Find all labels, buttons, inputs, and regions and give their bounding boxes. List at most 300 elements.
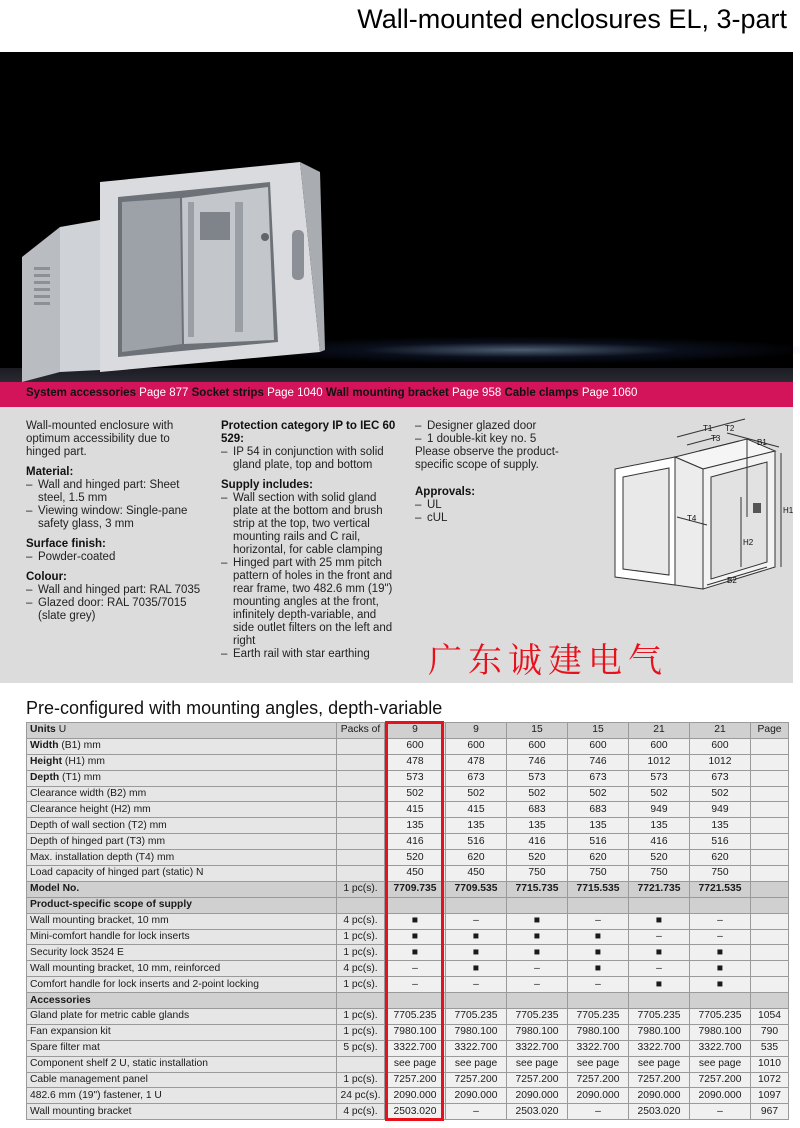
packs-cell xyxy=(337,754,385,770)
table-row xyxy=(27,850,789,866)
value-cell: 573 xyxy=(507,770,568,786)
accessory-number: 3322.700 xyxy=(568,1040,629,1056)
empty-cell xyxy=(446,993,507,1009)
value-cell: 750 xyxy=(568,866,629,882)
row-label: Wall mounting bracket, 10 mm, reinforced xyxy=(27,961,337,977)
row-label: Wall mounting bracket xyxy=(27,1104,337,1120)
accessory-page-link[interactable]: Page 877 xyxy=(139,387,189,399)
scope-mark: – xyxy=(507,961,568,977)
accessory-number: 7705.235 xyxy=(507,1009,568,1025)
row-label xyxy=(27,802,337,818)
row-label-text: Load capacity of hinged part (static) N xyxy=(30,867,204,879)
model-number: 7715.735 xyxy=(507,881,568,897)
table-row xyxy=(27,866,789,882)
row-label: Component shelf 2 U, static installation xyxy=(27,1056,337,1072)
empty-cell xyxy=(751,993,789,1009)
scope-mark: – xyxy=(629,929,690,945)
table-row xyxy=(27,1088,789,1104)
row-label xyxy=(27,738,337,754)
row-label: Spare filter mat xyxy=(27,1040,337,1056)
material-heading: Material: xyxy=(26,466,74,478)
accessory-number: 7705.235 xyxy=(446,1009,507,1025)
value-cell: 135 xyxy=(568,818,629,834)
value-cell: 673 xyxy=(446,770,507,786)
row-label-text: (H1) mm xyxy=(62,756,105,768)
surface-heading: Surface finish: xyxy=(26,538,106,550)
value-cell: 600 xyxy=(629,738,690,754)
packs-cell: 1 pc(s). xyxy=(337,929,385,945)
row-label-bold: Height xyxy=(30,756,63,768)
table-row xyxy=(27,945,789,961)
accessory-number: – xyxy=(568,1104,629,1120)
list-item: – cUL xyxy=(415,512,575,525)
page-cell xyxy=(751,802,789,818)
table-row xyxy=(27,1104,789,1120)
accessory-number: see page xyxy=(568,1056,629,1072)
section-heading-row xyxy=(27,993,789,1009)
value-cell: 135 xyxy=(507,818,568,834)
value-cell: 450 xyxy=(446,866,507,882)
section-heading-row xyxy=(27,897,789,913)
dimension-diagram xyxy=(607,417,794,589)
page-header: Page xyxy=(751,723,789,739)
scope-mark: – xyxy=(568,977,629,993)
value-cell: 416 xyxy=(385,834,446,850)
accessory-number: 7705.235 xyxy=(629,1009,690,1025)
page-ref: 967 xyxy=(751,1104,789,1120)
list-item: – Glazed door: RAL 7035/7015 (slate grey) xyxy=(26,597,206,623)
accessory-number: 2503.020 xyxy=(385,1104,446,1120)
value-cell: 620 xyxy=(568,850,629,866)
value-cell: 600 xyxy=(507,738,568,754)
packs-cell xyxy=(337,818,385,834)
accessory-number: 3322.700 xyxy=(629,1040,690,1056)
info-column-1 xyxy=(26,420,206,623)
table-row xyxy=(27,802,789,818)
accessory-label: Wall mounting bracket xyxy=(325,387,449,399)
row-label: Fan expansion kit xyxy=(27,1024,337,1040)
table-row xyxy=(27,818,789,834)
value-cell: 415 xyxy=(385,802,446,818)
value-cell: 516 xyxy=(568,834,629,850)
row-label: Mini-comfort handle for lock inserts xyxy=(27,929,337,945)
scope-mark: ■ xyxy=(507,945,568,961)
empty-cell xyxy=(629,993,690,1009)
table-row xyxy=(27,1024,789,1040)
watermark-text: 广东诚建电气 xyxy=(428,641,668,681)
product-photo xyxy=(0,52,793,382)
value-cell: 620 xyxy=(690,850,751,866)
row-label-text: (B1) mm xyxy=(58,740,101,752)
accessory-number: see page xyxy=(629,1056,690,1072)
accessory-number: 7980.100 xyxy=(629,1024,690,1040)
row-label: Cable management panel xyxy=(27,1072,337,1088)
colour-heading: Colour: xyxy=(26,571,67,583)
accessory-number: 2503.020 xyxy=(507,1104,568,1120)
list-item: – Wall section with solid gland plate at the bottom and brush strip at the top, two vertical mounting rails and C rail, horizontal, for cable clamping xyxy=(221,492,399,557)
accessory-number: see page xyxy=(690,1056,751,1072)
accessory-number: 7257.200 xyxy=(507,1072,568,1088)
accessory-number: 7705.235 xyxy=(690,1009,751,1025)
empty-cell xyxy=(507,993,568,1009)
accessory-number: 7705.235 xyxy=(385,1009,446,1025)
accessory-number: 7705.235 xyxy=(568,1009,629,1025)
diagram-label-h2: H2 xyxy=(743,538,754,547)
value-cell: 573 xyxy=(629,770,690,786)
value-cell: 1012 xyxy=(629,754,690,770)
value-cell: 478 xyxy=(446,754,507,770)
page-ref: 535 xyxy=(751,1040,789,1056)
accessory-number: – xyxy=(446,1104,507,1120)
value-cell: 620 xyxy=(446,850,507,866)
diagram-label-t2: T2 xyxy=(725,424,735,433)
table-row xyxy=(27,1056,789,1072)
accessory-number: 7980.100 xyxy=(568,1024,629,1040)
scope-mark: ■ xyxy=(568,929,629,945)
page-cell xyxy=(751,754,789,770)
value-cell: 135 xyxy=(446,818,507,834)
accessory-number: 2090.000 xyxy=(507,1088,568,1104)
table-row xyxy=(27,754,789,770)
accessory-number: 2503.020 xyxy=(629,1104,690,1120)
row-label xyxy=(27,818,337,834)
accessory-label: Socket strips xyxy=(191,387,264,399)
value-cell: 683 xyxy=(507,802,568,818)
diagram-label-t3: T3 xyxy=(711,434,721,443)
row-label xyxy=(27,834,337,850)
value-cell: 478 xyxy=(385,754,446,770)
accessory-number: 7257.200 xyxy=(385,1072,446,1088)
intro-text: Wall-mounted enclosure with optimum accessibility due to hinged part. xyxy=(26,420,174,458)
spec-table xyxy=(26,722,789,1120)
scope-mark: – xyxy=(690,929,751,945)
info-column-3 xyxy=(415,420,575,525)
accessory-number: see page xyxy=(507,1056,568,1072)
extras-list xyxy=(415,420,575,446)
scope-mark: ■ xyxy=(690,961,751,977)
units-value: 21 xyxy=(690,723,751,739)
packs-cell xyxy=(337,786,385,802)
accessory-page-link[interactable]: Page 1060 xyxy=(581,387,638,399)
scope-mark: – xyxy=(446,977,507,993)
packs-cell: 1 pc(s). xyxy=(337,977,385,993)
packs-cell: 4 pc(s). xyxy=(337,1104,385,1120)
units-value: 21 xyxy=(629,723,690,739)
row-label-bold: Width xyxy=(30,740,59,752)
diagram-label-b2: B2 xyxy=(727,576,737,585)
list-item: – Earth rail with star earthing xyxy=(221,648,399,661)
value-cell: 750 xyxy=(629,866,690,882)
scope-mark: ■ xyxy=(385,929,446,945)
page-cell xyxy=(751,866,789,882)
value-cell: 949 xyxy=(690,802,751,818)
accessory-label: System accessories xyxy=(26,387,136,399)
list-item: – IP 54 in conjunction with solid gland plate, top and bottom xyxy=(221,446,399,472)
page-cell xyxy=(751,945,789,961)
protection-heading: Protection category IP to IEC 60 529: xyxy=(221,420,396,445)
empty-cell xyxy=(337,993,385,1009)
value-cell: 750 xyxy=(507,866,568,882)
units-value: 9 xyxy=(385,723,446,739)
value-cell: 135 xyxy=(690,818,751,834)
accessory-number: see page xyxy=(385,1056,446,1072)
units-value: 15 xyxy=(568,723,629,739)
model-number: 7709.735 xyxy=(385,881,446,897)
page-ref: 1097 xyxy=(751,1088,789,1104)
scope-mark: – xyxy=(385,961,446,977)
accessories-heading: Accessories xyxy=(27,993,337,1009)
scope-mark: ■ xyxy=(629,977,690,993)
value-cell: 520 xyxy=(629,850,690,866)
value-cell: 1012 xyxy=(690,754,751,770)
accessory-number: 7257.200 xyxy=(629,1072,690,1088)
value-cell: 416 xyxy=(507,834,568,850)
accessory-number: 3322.700 xyxy=(690,1040,751,1056)
value-cell: 683 xyxy=(568,802,629,818)
value-cell: 573 xyxy=(385,770,446,786)
packs-cell: 4 pc(s). xyxy=(337,913,385,929)
row-label-text: (T1) mm xyxy=(59,772,101,784)
enclosure-illustration xyxy=(0,52,793,382)
empty-cell xyxy=(337,897,385,913)
packs-cell: 1 pc(s). xyxy=(337,1072,385,1088)
scope-mark: ■ xyxy=(446,961,507,977)
table-header-row xyxy=(27,723,789,739)
page-cell xyxy=(751,834,789,850)
accessory-number: 2090.000 xyxy=(690,1088,751,1104)
packs-cell xyxy=(337,866,385,882)
scope-mark: – xyxy=(507,977,568,993)
packs-cell xyxy=(337,770,385,786)
diagram-label-t1: T1 xyxy=(703,424,713,433)
table-row xyxy=(27,929,789,945)
table-row xyxy=(27,977,789,993)
page-title: Wall-mounted enclosures EL, 3-part xyxy=(357,4,787,34)
table-row xyxy=(27,786,789,802)
accessory-number: 2090.000 xyxy=(446,1088,507,1104)
table-row xyxy=(27,961,789,977)
accessory-page-link[interactable]: Page 1040 xyxy=(267,387,323,399)
accessory-number: 7980.100 xyxy=(385,1024,446,1040)
table-row xyxy=(27,913,789,929)
scope-mark: ■ xyxy=(568,945,629,961)
accessory-number: 2090.000 xyxy=(385,1088,446,1104)
scope-mark: ■ xyxy=(446,945,507,961)
value-cell: 516 xyxy=(690,834,751,850)
row-label xyxy=(27,786,337,802)
value-cell: 502 xyxy=(690,786,751,802)
packs-cell xyxy=(337,1056,385,1072)
value-cell: 502 xyxy=(568,786,629,802)
row-label: Wall mounting bracket, 10 mm xyxy=(27,913,337,929)
value-cell: 415 xyxy=(446,802,507,818)
accessory-strip xyxy=(0,382,793,407)
page-cell xyxy=(751,929,789,945)
value-cell: 520 xyxy=(385,850,446,866)
accessory-number: 7257.200 xyxy=(690,1072,751,1088)
value-cell: 750 xyxy=(690,866,751,882)
scope-mark: ■ xyxy=(690,945,751,961)
page-ref: 1010 xyxy=(751,1056,789,1072)
empty-cell xyxy=(385,897,446,913)
row-label-text: Clearance height (H2) mm xyxy=(30,803,151,815)
colour-list xyxy=(26,584,206,623)
value-cell: 746 xyxy=(568,754,629,770)
approvals-heading: Approvals: xyxy=(415,486,476,498)
accessory-number: 7980.100 xyxy=(507,1024,568,1040)
row-label-text: Max. installation depth (T4) mm xyxy=(30,851,175,863)
packs-cell xyxy=(337,738,385,754)
row-label-text: Clearance width (B2) mm xyxy=(30,788,147,799)
page-cell xyxy=(751,818,789,834)
empty-cell xyxy=(690,897,751,913)
table-row xyxy=(27,834,789,850)
value-cell: 746 xyxy=(507,754,568,770)
empty-cell xyxy=(507,897,568,913)
empty-cell xyxy=(568,897,629,913)
list-item: – Wall and hinged part: RAL 7035 xyxy=(26,584,206,597)
page-ref: 1054 xyxy=(751,1009,789,1025)
diagram-label-h1: H1 xyxy=(783,506,794,515)
row-label-bold: Depth xyxy=(30,772,60,784)
empty-cell xyxy=(446,897,507,913)
page-cell xyxy=(751,786,789,802)
packs-header: Packs of xyxy=(337,723,385,739)
page-ref: 790 xyxy=(751,1024,789,1040)
accessory-label: Cable clamps xyxy=(504,387,579,399)
table-row xyxy=(27,770,789,786)
approvals-list xyxy=(415,499,575,525)
packs-cell xyxy=(337,850,385,866)
accessory-number: 2090.000 xyxy=(568,1088,629,1104)
table-row xyxy=(27,1009,789,1025)
page-cell xyxy=(751,850,789,866)
accessory-number: – xyxy=(690,1104,751,1120)
surface-list xyxy=(26,551,206,564)
supply-list xyxy=(221,492,399,661)
model-number: 7721.535 xyxy=(690,881,751,897)
row-label xyxy=(27,866,337,882)
empty-cell xyxy=(629,897,690,913)
units-unit: U xyxy=(58,724,67,736)
packs-cell: 1 pc(s). xyxy=(337,881,385,897)
row-label-text: Depth of hinged part (T3) mm xyxy=(30,835,166,847)
table-row xyxy=(27,1040,789,1056)
accessory-number: 3322.700 xyxy=(385,1040,446,1056)
protection-list xyxy=(221,446,399,472)
row-label-text: Depth of wall section (T2) mm xyxy=(30,819,167,831)
list-item: – Designer glazed door xyxy=(415,420,575,433)
table-row xyxy=(27,1072,789,1088)
value-cell: 450 xyxy=(385,866,446,882)
empty-cell xyxy=(568,993,629,1009)
value-cell: 600 xyxy=(446,738,507,754)
scope-mark: ■ xyxy=(446,929,507,945)
supply-heading: Supply includes: xyxy=(221,479,314,491)
value-cell: 600 xyxy=(690,738,751,754)
list-item: – Viewing window: Single-pane safety glass, 3 mm xyxy=(26,505,206,531)
page-cell xyxy=(751,770,789,786)
row-label xyxy=(27,850,337,866)
model-number: 7721.735 xyxy=(629,881,690,897)
row-label xyxy=(27,754,337,770)
diagram-label-b1: B1 xyxy=(757,438,767,447)
value-cell: 502 xyxy=(629,786,690,802)
model-row xyxy=(27,881,789,897)
packs-cell: 4 pc(s). xyxy=(337,961,385,977)
value-cell: 520 xyxy=(507,850,568,866)
units-value: 15 xyxy=(507,723,568,739)
accessory-number: 3322.700 xyxy=(507,1040,568,1056)
list-item: – Powder-coated xyxy=(26,551,206,564)
page-cell xyxy=(751,977,789,993)
packs-cell: 1 pc(s). xyxy=(337,1009,385,1025)
scope-mark: – xyxy=(446,913,507,929)
accessory-strip-text xyxy=(26,387,637,399)
scope-mark: ■ xyxy=(507,929,568,945)
model-label: Model No. xyxy=(27,881,337,897)
value-cell: 502 xyxy=(507,786,568,802)
packs-cell xyxy=(337,802,385,818)
value-cell: 673 xyxy=(568,770,629,786)
model-number: 7715.535 xyxy=(568,881,629,897)
value-cell: 673 xyxy=(690,770,751,786)
empty-cell xyxy=(690,993,751,1009)
table-section-title: Pre-configured with mounting angles, depth-variable xyxy=(26,698,443,718)
value-cell: 135 xyxy=(629,818,690,834)
info-column-2 xyxy=(221,420,399,661)
row-label xyxy=(27,770,337,786)
accessory-number: 3322.700 xyxy=(446,1040,507,1056)
scope-heading: Product-specific scope of supply xyxy=(27,897,337,913)
units-label-cell xyxy=(27,723,337,739)
row-label: Comfort handle for lock inserts and 2-point locking xyxy=(27,977,337,993)
value-cell: 949 xyxy=(629,802,690,818)
scope-mark: – xyxy=(629,961,690,977)
accessory-number: 7980.100 xyxy=(690,1024,751,1040)
list-item: – Wall and hinged part: Sheet steel, 1.5 mm xyxy=(26,479,206,505)
accessory-number: 2090.000 xyxy=(629,1088,690,1104)
value-cell: 502 xyxy=(385,786,446,802)
value-cell: 600 xyxy=(385,738,446,754)
scope-note: Please observe the product-specific scope of supply. xyxy=(415,446,559,471)
scope-mark: ■ xyxy=(629,945,690,961)
scope-mark: – xyxy=(568,913,629,929)
table-row xyxy=(27,738,789,754)
row-label: Gland plate for metric cable glands xyxy=(27,1009,337,1025)
accessory-number: 7257.200 xyxy=(446,1072,507,1088)
list-item: – 1 double-kit key no. 5 xyxy=(415,433,575,446)
accessory-number: 7257.200 xyxy=(568,1072,629,1088)
scope-mark: ■ xyxy=(385,913,446,929)
packs-cell: 1 pc(s). xyxy=(337,945,385,961)
accessory-page-link[interactable]: Page 958 xyxy=(452,387,502,399)
value-cell: 502 xyxy=(446,786,507,802)
material-list xyxy=(26,479,206,531)
scope-mark: – xyxy=(690,913,751,929)
value-cell: 135 xyxy=(385,818,446,834)
units-label: Units xyxy=(30,724,56,736)
scope-mark: ■ xyxy=(385,945,446,961)
accessory-number: see page xyxy=(446,1056,507,1072)
scope-mark: ■ xyxy=(507,913,568,929)
list-item: – UL xyxy=(415,499,575,512)
packs-cell: 5 pc(s). xyxy=(337,1040,385,1056)
row-label: Security lock 3524 E xyxy=(27,945,337,961)
value-cell: 516 xyxy=(446,834,507,850)
model-number: 7709.535 xyxy=(446,881,507,897)
empty-cell xyxy=(385,993,446,1009)
